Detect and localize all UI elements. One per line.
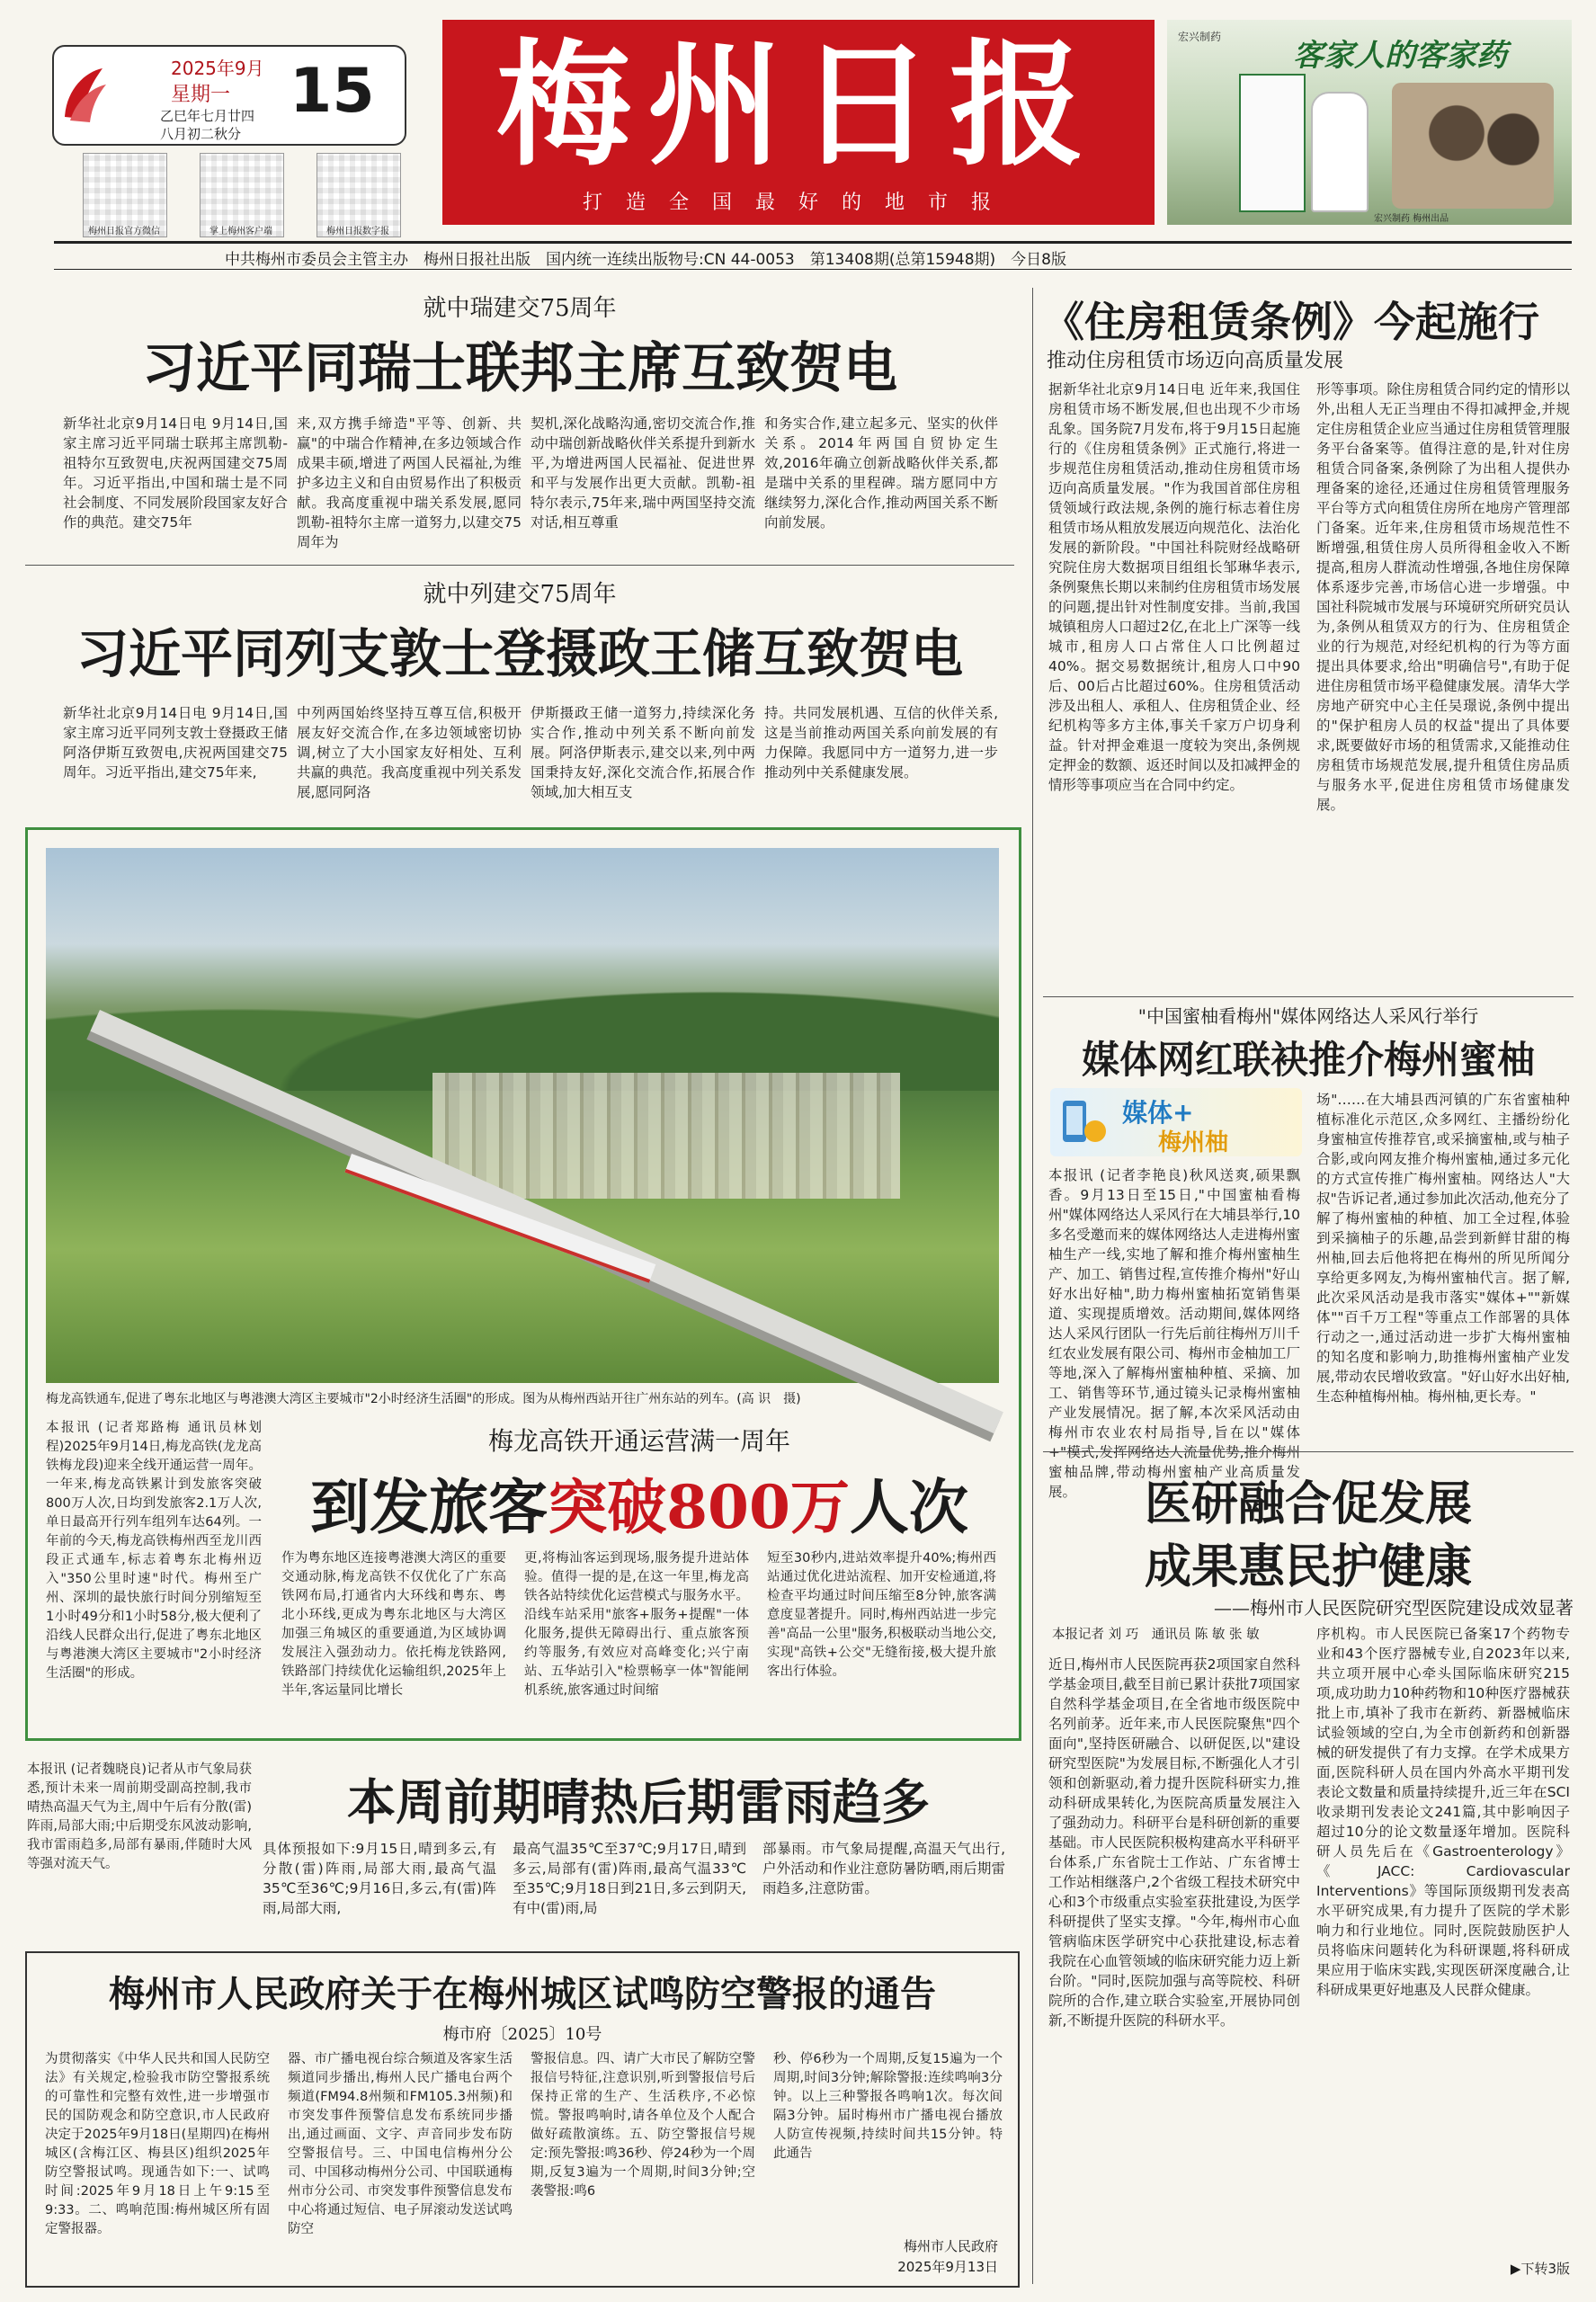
- divider: [1043, 996, 1574, 997]
- advertisement[interactable]: [1167, 20, 1572, 225]
- media-pomelo-badge: [1050, 1088, 1302, 1156]
- liechtenstein-kicker: 就中列建交75周年: [423, 581, 617, 608]
- divider: [25, 565, 1014, 566]
- notice-headline[interactable]: 梅州市人民政府关于在梅州城区试鸣防空警报的通告: [109, 1973, 936, 2015]
- liechtenstein-body-col: 伊斯摄政王储一道努力,持续深化务实合作,推动中列关系不断向前发展。阿洛伊斯表示,建交以来,列中两国秉持友好,深化交流合作,拓展合作领域,加大相互支: [531, 705, 755, 800]
- notice-body-col: 警报信息。四、请广大市民了解防空警报信号特征,注意识别,听到警报信号后保持正常的生产、生活秩序,不必惊慌。警报鸣响时,请各单位及个人配合做好疏散演练。五、防空警报信号规定:预先警报:鸣36秒、停24秒为一个周期,反复3遍为一个周期,时间3分钟;空袭警报:鸣6: [531, 2052, 755, 2199]
- notice-signer: 梅州市人民政府: [903, 2238, 998, 2254]
- housing-subhead: 推动住房租赁市场迈向高质量发展: [1047, 350, 1344, 372]
- weather-body-col: 具体预报如下:9月15日,晴到多云,有分散(雷)阵雨,局部大雨,最高气温35℃至36℃;9月16日,多云,有(雷)阵雨,局部大雨,: [263, 1841, 496, 1916]
- medicine-box-icon: [1239, 74, 1306, 212]
- hospital-subhead: ——梅州市人民医院研究型医院建设成效显著: [1214, 1597, 1574, 1619]
- weather-body-col: 部暴雨。市气象局提醒,高温天气出行,户外活动和作业注意防暑防晒,雨后期雷雨趋多,注意防雷。: [762, 1841, 1005, 1896]
- rail-headline[interactable]: [280, 1459, 999, 1545]
- rail-headline-highlight: 突破800万: [548, 1472, 850, 1542]
- town-image: [432, 1073, 900, 1199]
- weather-body-col: 最高气温35℃至37℃;9月17日,晴到多云,局部有(雷)阵雨,最高气温33℃至35℃;9月18日到21日,多云到阴天,有中(雷)雨,局: [513, 1841, 746, 1916]
- liechtenstein-body-col: 新华社北京9月14日电 9月14日,国家主席习近平同列支敦士登摄政王储阿洛伊斯互致贺电,庆祝两国建交75周年。习近平指出,建交75年来,: [63, 705, 288, 781]
- weather-headline[interactable]: 本周前期晴热后期雷雨趋多: [347, 1773, 930, 1831]
- weather-lead: 本报讯 (记者魏晓良)记者从市气象局获悉,预计未来一周前期受副高控制,我市晴热高温天气为主,周中午后有分散(雷)阵雨,局部大雨;中后期受东风波动影响,我市雷雨趋多,局部有暴雨,伴随时大风等强对流天气。: [27, 1762, 252, 1871]
- rail-headline-part: 到发旅客: [310, 1472, 548, 1542]
- date-lunar: 乙巳年七月廿四: [160, 108, 255, 124]
- rail-body-col: 短至30秒内,进站效率提升40%;梅州西站通过优化进站流程、加开安检通道,将检查平均通过时间压缩至8分钟,旅客满意度显著提升。同时,梅州西站进一步完善"高品一公里"服务,积极联动当地公交,实现"高铁+公交"无缝衔接,极大提升旅客出行体验。: [767, 1551, 996, 1679]
- hospital-byline: 本报记者 刘 巧 通讯员 陈 敏 张 敏: [1052, 1628, 1260, 1642]
- swiss-kicker: 就中瑞建交75周年: [423, 295, 617, 322]
- date-day: 15: [290, 56, 375, 127]
- divider: [1043, 1451, 1574, 1452]
- notice-box: [25, 1951, 1020, 2288]
- medicine-bottle-icon: [1311, 92, 1369, 212]
- rail-headline-part: 人次: [849, 1472, 968, 1542]
- ad-slogan: 客家人的客家药: [1293, 38, 1507, 74]
- badge-pomelo-text: 梅州柚: [1158, 1129, 1229, 1156]
- rail-body-col: 作为粤东地区连接粤港澳大湾区的重要交通动脉,梅龙高铁不仅优化了广东高铁网布局,打通省内大环线和粤东、粤北小环线,更成为粤东北地区与大湾区加强三角城区的重要通道,为区域协调发展注入强劲动力。依托梅龙铁路网,铁路部门持续优化运输组织,2025年上半年,客运量同比增长: [281, 1551, 506, 1698]
- notice-body-col: 秒、停6秒为一个周期,反复15遍为一个周期,时间3分钟;解除警报:连续鸣响3分钟。以上三种警报各鸣响1次。每次间隔3分钟。届时梅州市广播电视台播放人防宣传视频,持续时间共15分钟。特此通告: [773, 2052, 1003, 2161]
- date-box: [52, 45, 406, 146]
- newspaper-slogan: 打造全国最好的地市报: [582, 192, 1014, 214]
- swiss-body-col: 新华社北京9月14日电 9月14日,国家主席习近平同瑞士联邦主席凯勒-祖特尔互致贺电,庆祝两国建交75周年。习近平指出,中国和瑞士是不同社会制度、不同发展阶段国家友好合作的典范。建交75年: [63, 415, 288, 531]
- pomelo-body-col: 场"……在大埔县西河镇的广东省蜜柚种植标准化示范区,众多网红、主播纷纷化身蜜柚宣传推荐官,或采摘蜜柚,或与柚子合影,或向网友推介梅州蜜柚,通过多元化的方式宣传推广梅州蜜柚。网络达人"大叔"告诉记者,通过参加此次活动,他充分了解了梅州蜜柚的种植、加工全过程,体验到采摘柚子的乐趣,品尝到新鲜甘甜的梅州柚,回去后他将把在梅州的所见所闻分享给更多网友,为梅州蜜柚代言。据了解,此次采风活动是我市落实"媒体+""新媒体""百千万工程"等重点工作部署的具体行动之一,通过活动进一步扩大梅州蜜柚的知名度和影响力,助推梅州蜜柚产业发展,带动农民增收致富。"好山好水出好柚,生态种植梅州柚。梅州柚,更长寿。": [1316, 1092, 1570, 1405]
- rail-lead: 本报讯 (记者郑路梅 通讯员林划程)2025年9月14日,梅龙高铁(龙龙高铁梅龙段)迎来全线开通运营一周年。一年来,梅龙高铁累计到发旅客突破800万人次,日均到发旅客2.1万人次,单日最高开行列车组列车达64列。一年前的今天,梅龙高铁梅州西至龙川西段正式通车,标志着粤东北梅州迈入"350公里时速"时代。梅州至广州、深圳的最快旅行时间分别缩短至1小时49分和1小时58分,极大便利了沿线人民群众出行,促进了粤东北地区与粤港澳大湾区主要城市"2小时经济生活圈"的形成。: [46, 1421, 262, 1681]
- newspaper-logo-icon: [58, 63, 111, 126]
- swiss-body-col: 契机,深化战略沟通,密切交流合作,推动中瑞创新战略伙伴关系提升到新水平,为增进两国人民福祉、促进世界和平与发展作出更大贡献。凯勒-祖特尔表示,75年来,瑞中两国坚持交流对话,相互尊重: [531, 415, 755, 531]
- swiss-body-col: 和务实合作,建立起多元、坚实的伙伴关系。2014年两国自贸协定生效,2016年确立创新战略伙伴关系,都是瑞中关系的里程碑。瑞方愿同中方继续努力,深化合作,推动两国关系不断向前发展。: [764, 415, 998, 531]
- notice-body-col: 为贯彻落实《中华人民共和国人民防空法》有关规定,检验我市防空警报系统的可靠性和完整有效性,进一步增强市民的国防观念和防空意识,市人民政府决定于2025年9月18日(星期四)在梅州城区(含梅江区、梅县区)组织2025年防空警报试鸣。现通告如下:一、试鸣时间:2025年9月18日上午9:15至9:33。二、鸣响范围:梅州城区所有固定警报器。: [45, 2052, 270, 2236]
- housing-body-col: 形等事项。除住房租赁合同约定的情形以外,出租人无正当理由不得扣减押金,并规定住房租赁企业应当通过住房租赁管理服务平台备案等。值得注意的是,针对住房租赁合同备案,条例除了为出租人提供办理备案的途径,还通过住房租赁管理服务平台等方式向租赁住房所在地房产管理部门备案。近年来,住房租赁市场规范性不断增强,租赁住房人员所得租金收入不断提高,租房人群流动性增强,各地住房保障体系逐步完善,市场信心进一步增强。中国社科院城市发展与环境研究所研究员认为,条例从租赁双方的行为、住房租赁企业的行为规范,对经纪机构的行为等方面提出具体要求,给出"明确信号",有助于促进住房租赁市场平稳健康发展。清华大学房地产研究中心主任吴璟说,条例中提出的"保护租房人员的权益"提出了具体要求,既要做好市场的租赁需求,又能推动住房租赁市场规范发展,提升租赁住房品质与服务水平,促进住房租赁市场健康发展。: [1316, 381, 1570, 813]
- ad-footer: 宏兴制药 梅州出品: [1374, 214, 1449, 224]
- housing-headline[interactable]: 《住房租赁条例》今起施行: [1043, 298, 1539, 346]
- pomelo-headline[interactable]: 媒体网红联袂推介梅州蜜柚: [1081, 1038, 1535, 1082]
- hospital-headline-line1[interactable]: 医研融合促发展: [1144, 1477, 1472, 1531]
- column-divider: [1032, 288, 1033, 2284]
- rail-story-box: [25, 827, 1021, 1741]
- date-solar-term: 八月初二秋分: [160, 126, 242, 142]
- continued-link[interactable]: ▶下转3版: [1510, 2261, 1570, 2277]
- pomelo-body-col: 本报讯 (记者李艳良)秋风送爽,硕果飘香。9月13日至15日,"中国蜜柚看梅州"媒体网络达人采风行在大埔县举行,10多名受邀而来的媒体网络达人走进梅州蜜柚生产一线,实地了解和推介梅州蜜柚生产、加工、销售过程,宣传推介梅州"好山好水出好柚",助力梅州蜜柚拓宽销售渠道、实现提质增效。活动期间,媒体网络达人采风行团队一行先后前往梅州万川千红农业发展有限公司、梅州市金柚加工厂等地,深入了解梅州蜜柚种植、采摘、加工、销售等环节,通过镜头记录梅州蜜柚产业发展情况。据了解,本次采风活动由梅州市农业农村局指导,旨在以"媒体+"模式,发挥网络达人流量优势,推介梅州蜜柚品牌,带动梅州蜜柚产业高质量发展。: [1048, 1167, 1300, 1500]
- hospital-body-col: 近日,梅州市人民医院再获2项国家自然科学基金项目,截至目前已累计获批7项国家自然科学基金项目,在全省地市级医院中名列前茅。近年来,市人民医院聚焦"四个面向",坚持医研融合、以研促医,以"建设研究型医院"为发展目标,不断强化人才引领和创新驱动,着力提升医院科研实力,推动科研成果转化,为医院高质量发展注入了强劲动力。科研平台是科研创新的重要基础。市人民医院积极构建高水平科研平台体系,广东省院士工作站、广东省博士工作站相继落户,2个省级工程技术研究中心和3个市级重点实验室获批建设,为医学科研提供了坚实支撑。"今年,梅州市心血管病临床医学研究中心获批建设,标志着我院在心血管领域的临床研究能力迈上新台阶。"同时,医院加强与高等院校、科研院所的合作,建立联合实验室,开展协同创新,不断提升医院的科研水平。: [1048, 1656, 1300, 2029]
- liechtenstein-body-col: 中列两国始终坚持互尊互信,积极开展友好交流合作,在多边领域密切协调,树立了大小国家友好相处、互利共赢的典范。我高度重视中列关系发展,愿同阿洛: [297, 705, 522, 800]
- notice-doc-number: 梅市府〔2025〕10号: [442, 2025, 602, 2044]
- badge-media-text: 媒体+: [1122, 1098, 1194, 1128]
- liechtenstein-headline[interactable]: 习近平同列支敦士登摄政王储互致贺电: [76, 623, 963, 684]
- rail-body-col: 更,将梅汕客运到现场,服务提升进站体验。值得一提的是,在这一年里,梅龙高铁各站特续优化运营模式与服务水平。沿线车站采用"旅客+服务+提醒"一体化服务,提供无障碍出行、重点旅客预约等服务,有效应对高峰变化;兴宁南站、五华站引入"检票畅享一体"智能闸机系统,旅客通过时间缩: [524, 1551, 749, 1698]
- rail-kicker: 梅龙高铁开通运营满一周年: [487, 1426, 790, 1456]
- qr-caption: 掌上梅州客户端: [210, 227, 272, 236]
- ad-brand: 宏兴制药: [1178, 31, 1222, 43]
- swiss-body-col: 来,双方携手缔造"平等、创新、共赢"的中瑞合作精神,在多边领域合作成果丰硕,增进了两国人民福祉,为维护多边主义和自由贸易作出了积极贡献。我高度重视中瑞关系发展,愿同凯勒-祖特尔主席一道努力,以建交75周年为: [297, 415, 522, 550]
- date-year-month: 2025年9月: [171, 58, 264, 79]
- housing-body-col: 据新华社北京9月14日电 近年来,我国住房租赁市场不断发展,但也出现不少市场乱象。国务院7月发布,将于9月15日起施行的《住房租赁条例》正式施行,将进一步规范住房租赁活动,推动住房租赁市场迈向高质量发展。"作为我国首部住房租赁领域行政法规,条例的施行标志着住房租赁市场从粗放发展迈向规范化、法治化发展的新阶段。"中国社科院财经战略研究院住房大数据项目组组长邹琳华表示,条例聚焦长期以来制约住房租赁市场发展的问题,提出针对性制度安排。当前,我国城镇租房人口超过2亿,在北上广深等一线城市,租房人口占常住人口比例超过40%。据交易数据统计,租房人口中90后、00后占比超过60%。住房租赁活动涉及出租人、承租人、住房租赁企业、经纪机构等多方主体,事关千家万户切身利益。针对押金难退一度较为突出,条例规定押金的数额、返还时间以及扣减押金的情形等事项应当在合同中约定。: [1048, 381, 1300, 793]
- photo-caption: 梅龙高铁通车,促进了粤东北地区与粤港澳大湾区主要城市"2小时经济生活圈"的形成。图为从梅州西站开往广州东站的列车。(高 识 摄): [46, 1392, 801, 1406]
- qr-caption: 梅州日报官方微信: [88, 227, 160, 236]
- ad-people-image: [1392, 83, 1554, 209]
- publication-info: 中共梅州市委员会主管主办 梅州日报社出版 国内统一连续出版物号:CN 44-0053 第13408期(总第15948期) 今日8版: [225, 251, 1066, 269]
- notice-body-col: 器、市广播电视台综合频道及客家生活频道同步播出,梅州人民广播电台两个频道(FM94.8州频和FM105.3州频)和市突发事件预警信息发布系统同步播出,通过画面、文字、声音同步发布防空警报信号。三、中国电信梅州分公司、中国移动梅州分公司、中国联通梅州市分公司、市突发事件预警信息发布中心将通过短信、电子屏滚动发送试鸣防空: [288, 2052, 513, 2236]
- date-weekday: 星期一: [171, 84, 231, 106]
- qr-caption: 梅州日报数字报: [326, 227, 389, 236]
- hospital-headline-line2[interactable]: 成果惠民护健康: [1144, 1539, 1472, 1594]
- newspaper-title: 梅州日报: [495, 26, 1101, 184]
- smartphone-icon: [1056, 1095, 1110, 1149]
- liechtenstein-body-col: 持。共同发展机遇、互信的伙伴关系,这是当前推动两国关系向前发展的有力保障。我愿同中方一道努力,进一步推动列中关系健康发展。: [764, 705, 998, 781]
- rail-photo[interactable]: [46, 848, 999, 1383]
- swiss-headline[interactable]: 习近平同瑞士联邦主席互致贺电: [142, 337, 897, 400]
- masthead-banner: [442, 20, 1155, 225]
- notice-date: 2025年9月13日: [897, 2259, 998, 2275]
- hospital-body-col: 序机构。市人民医院已备案17个药物专业和43个医疗器械专业,自2023年以来,共立项开展中心牵头国际临床研究215项,成功助力10种药物和10种医疗器械获批上市,填补了我市在新药、新器械临床试验领域的空白,为全市创新药和创新器械的研发提供了有力支撑。在学术成果方面,医院科研人员在国内外高水平期刊发表论文数量和质量持续提升,近三年在SCI收录期刊发表论文241篇,其中影响因子超过10分的论文数量逐年增加。医院科研人员先后在《Gastroenterology》《JACC: Cardiovascular Interventions》等国际顶级期刊发表高水平研究成果,有力提升了医院的学术影响力和行业地位。同时,医院鼓励医护人员将临床问题转化为科研课题,将科研成果应用于临床实践,实现医研深度融合,让科研成果更好地惠及人民群众健康。: [1316, 1626, 1570, 1998]
- pomelo-kicker: "中国蜜柚看梅州"媒体网络达人采风行举行: [1137, 1005, 1479, 1027]
